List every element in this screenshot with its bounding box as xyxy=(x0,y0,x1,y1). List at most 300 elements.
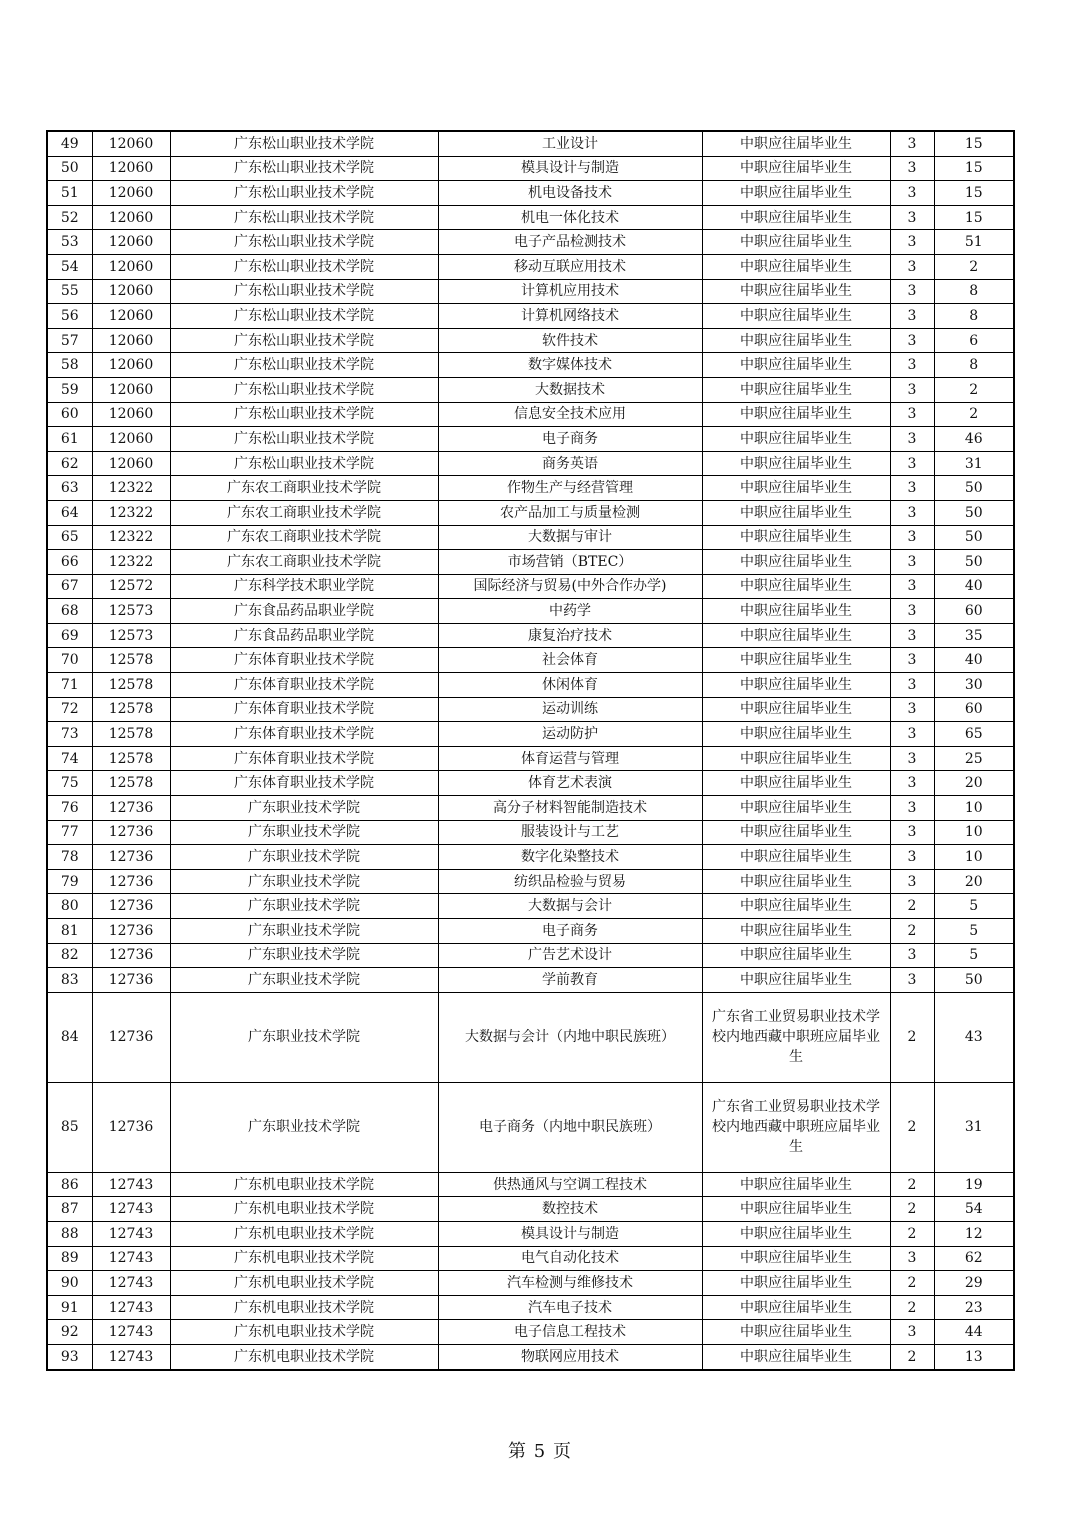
row-number-cell: 71 xyxy=(47,673,92,698)
plan-count-cell: 35 xyxy=(934,623,1014,648)
school-name-cell: 广东机电职业技术学院 xyxy=(170,1295,438,1320)
row-number-cell: 80 xyxy=(47,894,92,919)
study-years-cell: 3 xyxy=(890,1246,934,1271)
major-name-cell: 作物生产与经营管理 xyxy=(438,476,702,501)
school-code-cell: 12736 xyxy=(92,820,170,845)
school-code-cell: 12743 xyxy=(92,1295,170,1320)
study-years-cell: 3 xyxy=(890,328,934,353)
enrollment-target-cell: 中职应往届毕业生 xyxy=(702,820,890,845)
plan-count-cell: 50 xyxy=(934,968,1014,993)
major-name-cell: 机电一体化技术 xyxy=(438,205,702,230)
study-years-cell: 3 xyxy=(890,771,934,796)
plan-count-cell: 5 xyxy=(934,943,1014,968)
school-name-cell: 广东机电职业技术学院 xyxy=(170,1271,438,1296)
row-number-cell: 84 xyxy=(47,992,92,1082)
study-years-cell: 3 xyxy=(890,574,934,599)
school-code-cell: 12060 xyxy=(92,131,170,156)
plan-count-cell: 10 xyxy=(934,796,1014,821)
school-name-cell: 广东松山职业技术学院 xyxy=(170,205,438,230)
school-code-cell: 12578 xyxy=(92,746,170,771)
table-row xyxy=(47,451,1014,476)
plan-count-cell: 46 xyxy=(934,427,1014,452)
major-name-cell: 国际经济与贸易(中外合作办学) xyxy=(438,574,702,599)
school-code-cell: 12322 xyxy=(92,476,170,501)
school-name-cell: 广东松山职业技术学院 xyxy=(170,353,438,378)
school-code-cell: 12743 xyxy=(92,1197,170,1222)
study-years-cell: 3 xyxy=(890,550,934,575)
plan-count-cell: 10 xyxy=(934,845,1014,870)
enrollment-target-cell: 中职应往届毕业生 xyxy=(702,869,890,894)
school-name-cell: 广东农工商职业技术学院 xyxy=(170,476,438,501)
enrollment-target-cell: 中职应往届毕业生 xyxy=(702,205,890,230)
enrollment-target-cell: 中职应往届毕业生 xyxy=(702,1246,890,1271)
enrollment-target-cell: 中职应往届毕业生 xyxy=(702,697,890,722)
study-years-cell: 3 xyxy=(890,820,934,845)
school-code-cell: 12060 xyxy=(92,230,170,255)
table-row xyxy=(47,919,1014,944)
school-code-cell: 12736 xyxy=(92,894,170,919)
table-row xyxy=(47,1172,1014,1197)
plan-count-cell: 8 xyxy=(934,279,1014,304)
school-code-cell: 12743 xyxy=(92,1271,170,1296)
school-code-cell: 12743 xyxy=(92,1320,170,1345)
school-name-cell: 广东松山职业技术学院 xyxy=(170,230,438,255)
major-name-cell: 大数据与审计 xyxy=(438,525,702,550)
study-years-cell: 3 xyxy=(890,427,934,452)
study-years-cell: 3 xyxy=(890,181,934,206)
plan-count-cell: 19 xyxy=(934,1172,1014,1197)
table-row xyxy=(47,230,1014,255)
major-name-cell: 体育运营与管理 xyxy=(438,746,702,771)
table-row xyxy=(47,648,1014,673)
enrollment-target-cell: 中职应往届毕业生 xyxy=(702,1320,890,1345)
row-number-cell: 92 xyxy=(47,1320,92,1345)
table-row xyxy=(47,205,1014,230)
school-code-cell: 12060 xyxy=(92,427,170,452)
table-row xyxy=(47,279,1014,304)
row-number-cell: 69 xyxy=(47,623,92,648)
school-name-cell: 广东体育职业技术学院 xyxy=(170,648,438,673)
study-years-cell: 3 xyxy=(890,599,934,624)
school-name-cell: 广东松山职业技术学院 xyxy=(170,451,438,476)
study-years-cell: 2 xyxy=(890,1172,934,1197)
study-years-cell: 3 xyxy=(890,254,934,279)
school-name-cell: 广东机电职业技术学院 xyxy=(170,1197,438,1222)
row-number-cell: 81 xyxy=(47,919,92,944)
enrollment-target-cell: 中职应往届毕业生 xyxy=(702,1344,890,1369)
school-name-cell: 广东机电职业技术学院 xyxy=(170,1344,438,1369)
school-code-cell: 12736 xyxy=(92,1082,170,1172)
enrollment-target-cell: 中职应往届毕业生 xyxy=(702,353,890,378)
major-name-cell: 数字化染整技术 xyxy=(438,845,702,870)
row-number-cell: 83 xyxy=(47,968,92,993)
plan-count-cell: 50 xyxy=(934,476,1014,501)
enrollment-target-cell: 中职应往届毕业生 xyxy=(702,771,890,796)
school-code-cell: 12736 xyxy=(92,943,170,968)
enrollment-target-cell: 中职应往届毕业生 xyxy=(702,746,890,771)
enrollment-target-cell: 中职应往届毕业生 xyxy=(702,943,890,968)
row-number-cell: 90 xyxy=(47,1271,92,1296)
major-name-cell: 汽车检测与维修技术 xyxy=(438,1271,702,1296)
row-number-cell: 64 xyxy=(47,500,92,525)
major-name-cell: 电子信息工程技术 xyxy=(438,1320,702,1345)
plan-count-cell: 8 xyxy=(934,304,1014,329)
study-years-cell: 3 xyxy=(890,722,934,747)
plan-count-cell: 5 xyxy=(934,894,1014,919)
school-name-cell: 广东机电职业技术学院 xyxy=(170,1172,438,1197)
school-name-cell: 广东职业技术学院 xyxy=(170,820,438,845)
study-years-cell: 3 xyxy=(890,205,934,230)
table-row xyxy=(47,894,1014,919)
study-years-cell: 3 xyxy=(890,968,934,993)
table-row xyxy=(47,968,1014,993)
enrollment-target-cell: 中职应往届毕业生 xyxy=(702,304,890,329)
study-years-cell: 3 xyxy=(890,402,934,427)
school-code-cell: 12573 xyxy=(92,623,170,648)
row-number-cell: 77 xyxy=(47,820,92,845)
school-code-cell: 12060 xyxy=(92,205,170,230)
major-name-cell: 高分子材料智能制造技术 xyxy=(438,796,702,821)
enrollment-target-cell: 中职应往届毕业生 xyxy=(702,476,890,501)
school-code-cell: 12578 xyxy=(92,771,170,796)
enrollment-target-cell: 中职应往届毕业生 xyxy=(702,427,890,452)
major-name-cell: 大数据技术 xyxy=(438,377,702,402)
school-code-cell: 12578 xyxy=(92,697,170,722)
enrollment-target-cell: 中职应往届毕业生 xyxy=(702,402,890,427)
major-name-cell: 广告艺术设计 xyxy=(438,943,702,968)
school-name-cell: 广东职业技术学院 xyxy=(170,992,438,1082)
school-code-cell: 12578 xyxy=(92,722,170,747)
major-name-cell: 移动互联应用技术 xyxy=(438,254,702,279)
enrollment-target-cell: 中职应往届毕业生 xyxy=(702,377,890,402)
school-code-cell: 12322 xyxy=(92,550,170,575)
table-row xyxy=(47,599,1014,624)
plan-count-cell: 40 xyxy=(934,648,1014,673)
table-row xyxy=(47,796,1014,821)
plan-count-cell: 50 xyxy=(934,525,1014,550)
enrollment-target-cell: 中职应往届毕业生 xyxy=(702,131,890,156)
plan-count-cell: 15 xyxy=(934,156,1014,181)
table-row xyxy=(47,869,1014,894)
school-code-cell: 12736 xyxy=(92,796,170,821)
enrollment-target-cell: 广东省工业贸易职业技术学校内地西藏中职班应届毕业生 xyxy=(702,1082,890,1172)
enrollment-target-cell: 中职应往届毕业生 xyxy=(702,1172,890,1197)
major-name-cell: 农产品加工与质量检测 xyxy=(438,500,702,525)
enrollment-target-cell: 中职应往届毕业生 xyxy=(702,1295,890,1320)
row-number-cell: 93 xyxy=(47,1344,92,1369)
school-code-cell: 12572 xyxy=(92,574,170,599)
enrollment-target-cell: 中职应往届毕业生 xyxy=(702,500,890,525)
enrollment-target-cell: 中职应往届毕业生 xyxy=(702,919,890,944)
school-name-cell: 广东体育职业技术学院 xyxy=(170,697,438,722)
enrollment-table xyxy=(46,130,1015,1371)
enrollment-target-cell: 中职应往届毕业生 xyxy=(702,525,890,550)
row-number-cell: 51 xyxy=(47,181,92,206)
plan-count-cell: 13 xyxy=(934,1344,1014,1369)
school-code-cell: 12736 xyxy=(92,968,170,993)
major-name-cell: 纺织品检验与贸易 xyxy=(438,869,702,894)
table-row xyxy=(47,254,1014,279)
school-name-cell: 广东机电职业技术学院 xyxy=(170,1221,438,1246)
major-name-cell: 学前教育 xyxy=(438,968,702,993)
enrollment-target-cell: 中职应往届毕业生 xyxy=(702,894,890,919)
enrollment-target-cell: 中职应往届毕业生 xyxy=(702,279,890,304)
row-number-cell: 55 xyxy=(47,279,92,304)
major-name-cell: 模具设计与制造 xyxy=(438,1221,702,1246)
study-years-cell: 3 xyxy=(890,500,934,525)
school-code-cell: 12060 xyxy=(92,254,170,279)
table-row xyxy=(47,771,1014,796)
row-number-cell: 89 xyxy=(47,1246,92,1271)
enrollment-target-cell: 广东省工业贸易职业技术学校内地西藏中职班应届毕业生 xyxy=(702,992,890,1082)
plan-count-cell: 29 xyxy=(934,1271,1014,1296)
row-number-cell: 74 xyxy=(47,746,92,771)
plan-count-cell: 54 xyxy=(934,1197,1014,1222)
major-name-cell: 计算机网络技术 xyxy=(438,304,702,329)
study-years-cell: 3 xyxy=(890,648,934,673)
study-years-cell: 3 xyxy=(890,304,934,329)
study-years-cell: 2 xyxy=(890,1344,934,1369)
plan-count-cell: 30 xyxy=(934,673,1014,698)
major-name-cell: 休闲体育 xyxy=(438,673,702,698)
row-number-cell: 58 xyxy=(47,353,92,378)
enrollment-target-cell: 中职应往届毕业生 xyxy=(702,1197,890,1222)
school-name-cell: 广东农工商职业技术学院 xyxy=(170,550,438,575)
row-number-cell: 88 xyxy=(47,1221,92,1246)
plan-count-cell: 10 xyxy=(934,820,1014,845)
major-name-cell: 服装设计与工艺 xyxy=(438,820,702,845)
enrollment-target-cell: 中职应往届毕业生 xyxy=(702,599,890,624)
row-number-cell: 66 xyxy=(47,550,92,575)
table-row xyxy=(47,845,1014,870)
school-name-cell: 广东食品药品职业学院 xyxy=(170,599,438,624)
study-years-cell: 2 xyxy=(890,1221,934,1246)
table-row xyxy=(47,304,1014,329)
table-row xyxy=(47,574,1014,599)
school-name-cell: 广东职业技术学院 xyxy=(170,845,438,870)
table-row xyxy=(47,131,1014,156)
plan-count-cell: 31 xyxy=(934,451,1014,476)
study-years-cell: 3 xyxy=(890,796,934,821)
plan-count-cell: 15 xyxy=(934,131,1014,156)
major-name-cell: 工业设计 xyxy=(438,131,702,156)
school-name-cell: 广东职业技术学院 xyxy=(170,796,438,821)
study-years-cell: 3 xyxy=(890,353,934,378)
study-years-cell: 3 xyxy=(890,451,934,476)
table-row xyxy=(47,1320,1014,1345)
major-name-cell: 汽车电子技术 xyxy=(438,1295,702,1320)
plan-count-cell: 12 xyxy=(934,1221,1014,1246)
study-years-cell: 3 xyxy=(890,673,934,698)
school-code-cell: 12060 xyxy=(92,181,170,206)
school-name-cell: 广东松山职业技术学院 xyxy=(170,304,438,329)
study-years-cell: 2 xyxy=(890,992,934,1082)
row-number-cell: 54 xyxy=(47,254,92,279)
row-number-cell: 52 xyxy=(47,205,92,230)
school-code-cell: 12736 xyxy=(92,845,170,870)
school-name-cell: 广东职业技术学院 xyxy=(170,894,438,919)
school-name-cell: 广东松山职业技术学院 xyxy=(170,131,438,156)
study-years-cell: 3 xyxy=(890,131,934,156)
row-number-cell: 49 xyxy=(47,131,92,156)
table-row xyxy=(47,673,1014,698)
school-name-cell: 广东松山职业技术学院 xyxy=(170,254,438,279)
study-years-cell: 2 xyxy=(890,1295,934,1320)
school-name-cell: 广东食品药品职业学院 xyxy=(170,623,438,648)
row-number-cell: 76 xyxy=(47,796,92,821)
row-number-cell: 65 xyxy=(47,525,92,550)
school-code-cell: 12060 xyxy=(92,304,170,329)
plan-count-cell: 23 xyxy=(934,1295,1014,1320)
major-name-cell: 供热通风与空调工程技术 xyxy=(438,1172,702,1197)
table-row xyxy=(47,353,1014,378)
plan-count-cell: 6 xyxy=(934,328,1014,353)
school-code-cell: 12060 xyxy=(92,377,170,402)
school-code-cell: 12578 xyxy=(92,673,170,698)
enrollment-target-cell: 中职应往届毕业生 xyxy=(702,230,890,255)
school-code-cell: 12060 xyxy=(92,328,170,353)
study-years-cell: 2 xyxy=(890,1271,934,1296)
school-code-cell: 12743 xyxy=(92,1221,170,1246)
study-years-cell: 3 xyxy=(890,377,934,402)
enrollment-target-cell: 中职应往届毕业生 xyxy=(702,254,890,279)
enrollment-target-cell: 中职应往届毕业生 xyxy=(702,181,890,206)
row-number-cell: 73 xyxy=(47,722,92,747)
row-number-cell: 61 xyxy=(47,427,92,452)
major-name-cell: 物联网应用技术 xyxy=(438,1344,702,1369)
enrollment-target-cell: 中职应往届毕业生 xyxy=(702,328,890,353)
enrollment-target-cell: 中职应往届毕业生 xyxy=(702,722,890,747)
table-row xyxy=(47,623,1014,648)
plan-count-cell: 31 xyxy=(934,1082,1014,1172)
major-name-cell: 模具设计与制造 xyxy=(438,156,702,181)
plan-count-cell: 51 xyxy=(934,230,1014,255)
major-name-cell: 信息安全技术应用 xyxy=(438,402,702,427)
table-row xyxy=(47,1344,1014,1369)
major-name-cell: 大数据与会计 xyxy=(438,894,702,919)
study-years-cell: 3 xyxy=(890,869,934,894)
major-name-cell: 数控技术 xyxy=(438,1197,702,1222)
table-row xyxy=(47,746,1014,771)
study-years-cell: 3 xyxy=(890,845,934,870)
table-row xyxy=(47,525,1014,550)
enrollment-target-cell: 中职应往届毕业生 xyxy=(702,673,890,698)
school-name-cell: 广东职业技术学院 xyxy=(170,869,438,894)
major-name-cell: 软件技术 xyxy=(438,328,702,353)
enrollment-target-cell: 中职应往届毕业生 xyxy=(702,1221,890,1246)
school-name-cell: 广东职业技术学院 xyxy=(170,919,438,944)
plan-count-cell: 8 xyxy=(934,353,1014,378)
table-row xyxy=(47,1295,1014,1320)
study-years-cell: 2 xyxy=(890,1197,934,1222)
school-code-cell: 12736 xyxy=(92,992,170,1082)
table-body xyxy=(47,131,1014,1370)
table-row xyxy=(47,156,1014,181)
row-number-cell: 86 xyxy=(47,1172,92,1197)
plan-count-cell: 62 xyxy=(934,1246,1014,1271)
school-code-cell: 12736 xyxy=(92,919,170,944)
school-code-cell: 12743 xyxy=(92,1246,170,1271)
major-name-cell: 电子商务 xyxy=(438,427,702,452)
study-years-cell: 3 xyxy=(890,1320,934,1345)
row-number-cell: 57 xyxy=(47,328,92,353)
page-number: 第 5 页 xyxy=(508,1441,572,1462)
plan-count-cell: 65 xyxy=(934,722,1014,747)
enrollment-target-cell: 中职应往届毕业生 xyxy=(702,451,890,476)
study-years-cell: 2 xyxy=(890,894,934,919)
plan-count-cell: 60 xyxy=(934,599,1014,624)
enrollment-target-cell: 中职应往届毕业生 xyxy=(702,574,890,599)
school-name-cell: 广东体育职业技术学院 xyxy=(170,722,438,747)
school-name-cell: 广东职业技术学院 xyxy=(170,943,438,968)
table-row xyxy=(47,181,1014,206)
plan-count-cell: 25 xyxy=(934,746,1014,771)
row-number-cell: 68 xyxy=(47,599,92,624)
table-row xyxy=(47,427,1014,452)
plan-count-cell: 5 xyxy=(934,919,1014,944)
school-name-cell: 广东机电职业技术学院 xyxy=(170,1246,438,1271)
row-number-cell: 91 xyxy=(47,1295,92,1320)
row-number-cell: 79 xyxy=(47,869,92,894)
plan-count-cell: 50 xyxy=(934,500,1014,525)
table-row xyxy=(47,328,1014,353)
plan-count-cell: 2 xyxy=(934,254,1014,279)
table-row xyxy=(47,1221,1014,1246)
table-row xyxy=(47,377,1014,402)
enrollment-target-cell: 中职应往届毕业生 xyxy=(702,550,890,575)
major-name-cell: 中药学 xyxy=(438,599,702,624)
major-name-cell: 市场营销（BTEC） xyxy=(438,550,702,575)
school-code-cell: 12322 xyxy=(92,500,170,525)
major-name-cell: 康复治疗技术 xyxy=(438,623,702,648)
enrollment-target-cell: 中职应往届毕业生 xyxy=(702,968,890,993)
school-code-cell: 12060 xyxy=(92,402,170,427)
school-name-cell: 广东职业技术学院 xyxy=(170,968,438,993)
plan-count-cell: 15 xyxy=(934,181,1014,206)
table-row xyxy=(47,697,1014,722)
row-number-cell: 63 xyxy=(47,476,92,501)
school-code-cell: 12578 xyxy=(92,648,170,673)
school-code-cell: 12736 xyxy=(92,869,170,894)
plan-count-cell: 2 xyxy=(934,402,1014,427)
row-number-cell: 70 xyxy=(47,648,92,673)
school-name-cell: 广东松山职业技术学院 xyxy=(170,427,438,452)
major-name-cell: 大数据与会计（内地中职民族班） xyxy=(438,992,702,1082)
school-name-cell: 广东科学技术职业学院 xyxy=(170,574,438,599)
table-row xyxy=(47,722,1014,747)
table-row xyxy=(47,476,1014,501)
row-number-cell: 82 xyxy=(47,943,92,968)
major-name-cell: 体育艺术表演 xyxy=(438,771,702,796)
row-number-cell: 85 xyxy=(47,1082,92,1172)
school-name-cell: 广东机电职业技术学院 xyxy=(170,1320,438,1345)
table-row xyxy=(47,1197,1014,1222)
table-row xyxy=(47,992,1014,1082)
major-name-cell: 电子产品检测技术 xyxy=(438,230,702,255)
row-number-cell: 60 xyxy=(47,402,92,427)
major-name-cell: 计算机应用技术 xyxy=(438,279,702,304)
school-name-cell: 广东职业技术学院 xyxy=(170,1082,438,1172)
table-row xyxy=(47,1246,1014,1271)
plan-count-cell: 20 xyxy=(934,869,1014,894)
plan-count-cell: 44 xyxy=(934,1320,1014,1345)
school-name-cell: 广东农工商职业技术学院 xyxy=(170,500,438,525)
school-name-cell: 广东体育职业技术学院 xyxy=(170,771,438,796)
school-name-cell: 广东农工商职业技术学院 xyxy=(170,525,438,550)
school-code-cell: 12060 xyxy=(92,451,170,476)
major-name-cell: 运动防护 xyxy=(438,722,702,747)
school-code-cell: 12060 xyxy=(92,156,170,181)
